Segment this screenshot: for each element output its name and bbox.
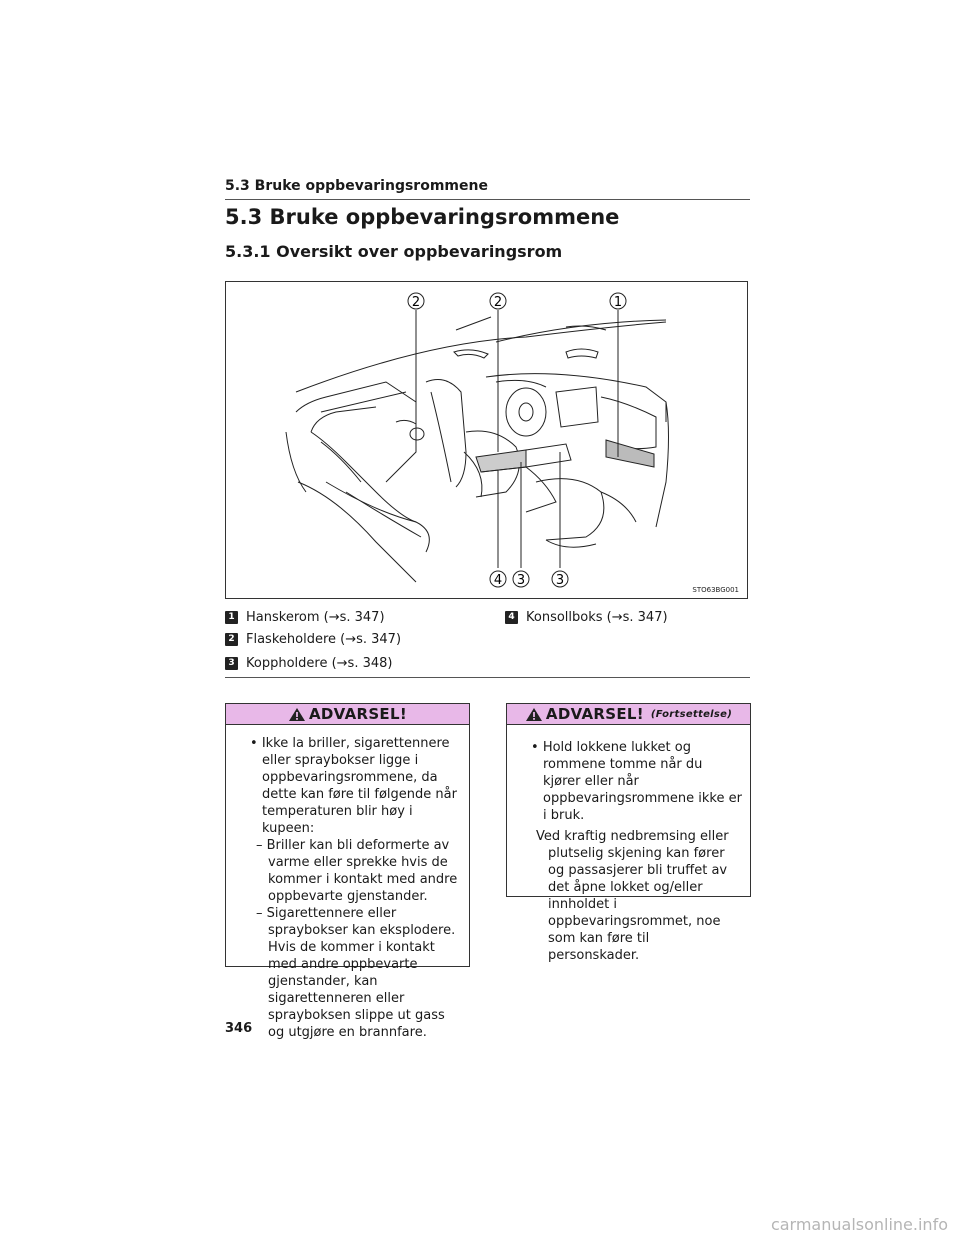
- figure-code: STO63BG001: [692, 586, 739, 594]
- interior-illustration: [225, 281, 748, 599]
- warning-bullet: • Ikke la briller, sigarettennere eller spraybokser ligge i oppbevaringsrommene, da dette kan føre til følgende når temperaturen blir høy i kupeen:: [250, 736, 457, 836]
- car-interior-drawing: [226, 282, 747, 598]
- legend-number: 4: [505, 611, 518, 624]
- callout-3-left: 3: [516, 573, 526, 588]
- warning-paragraph: Ved kraftig nedbremsing eller plutselig skjening kan fører og passasjerer bli truffet av det åpne lokket og/eller innholdet i oppbevaringsrommet, noe som kan føre til personskader.: [536, 829, 729, 963]
- callout-4: 4: [493, 573, 503, 588]
- legend-item-2: [225, 632, 401, 647]
- callout-3-right: 3: [555, 573, 565, 588]
- legend-item-1: [225, 610, 385, 625]
- legend-number: 1: [225, 611, 238, 624]
- running-header: 5.3 Bruke oppbevaringsrommene: [225, 178, 750, 200]
- warning-continued-label: (Fortsettelse): [650, 708, 733, 720]
- warning-bullet: • Hold lokkene lukket og rommene tomme når du kjører eller når oppbevaringsrommene ikke er i bruk.: [531, 740, 742, 823]
- warning-box-right: [506, 703, 751, 963]
- callout-2-left: 2: [411, 295, 421, 310]
- legend-number: 3: [225, 657, 238, 670]
- legend-divider: [225, 677, 750, 678]
- warning-triangle-icon: [288, 707, 306, 722]
- legend-text: Flaskeholdere (→s. 347): [246, 632, 402, 647]
- warning-triangle-icon: [525, 707, 543, 722]
- warning-subitem-1: – Briller kan bli deformerte av varme eller sprekke hvis de kommer i kontakt med andre oppbevarte gjenstander.: [256, 838, 458, 904]
- legend-text: Koppholdere (→s. 348): [246, 656, 393, 671]
- page-number: 346: [225, 1021, 253, 1036]
- legend-text: Konsollboks (→s. 347): [526, 610, 668, 625]
- section-title: 5.3 Bruke oppbevaringsrommene: [225, 205, 620, 229]
- callout-2-right: 2: [493, 295, 503, 310]
- legend-item-3: [225, 656, 392, 671]
- watermark: carmanualsonline.info: [770, 1215, 948, 1234]
- warning-header: [507, 704, 750, 725]
- legend-item-4: [505, 610, 668, 625]
- warning-subitem-2: – Sigarettennere eller spraybokser kan eksplodere. Hvis de kommer i kontakt med andre oppbevarte gjenstander, kan sigarettenneren eller sprayboksen slippe ut gass og utgjøre en brannfare.: [256, 906, 456, 1040]
- warning-header: [226, 704, 469, 725]
- callout-1: 1: [613, 295, 623, 310]
- warning-title: ADVARSEL!: [545, 705, 644, 723]
- legend-text: Hanskerom (→s. 347): [246, 610, 385, 625]
- warning-title: ADVARSEL!: [309, 705, 407, 723]
- legend-number: 2: [225, 633, 238, 646]
- subsection-title: 5.3.1 Oversikt over oppbevaringsrom: [225, 242, 563, 261]
